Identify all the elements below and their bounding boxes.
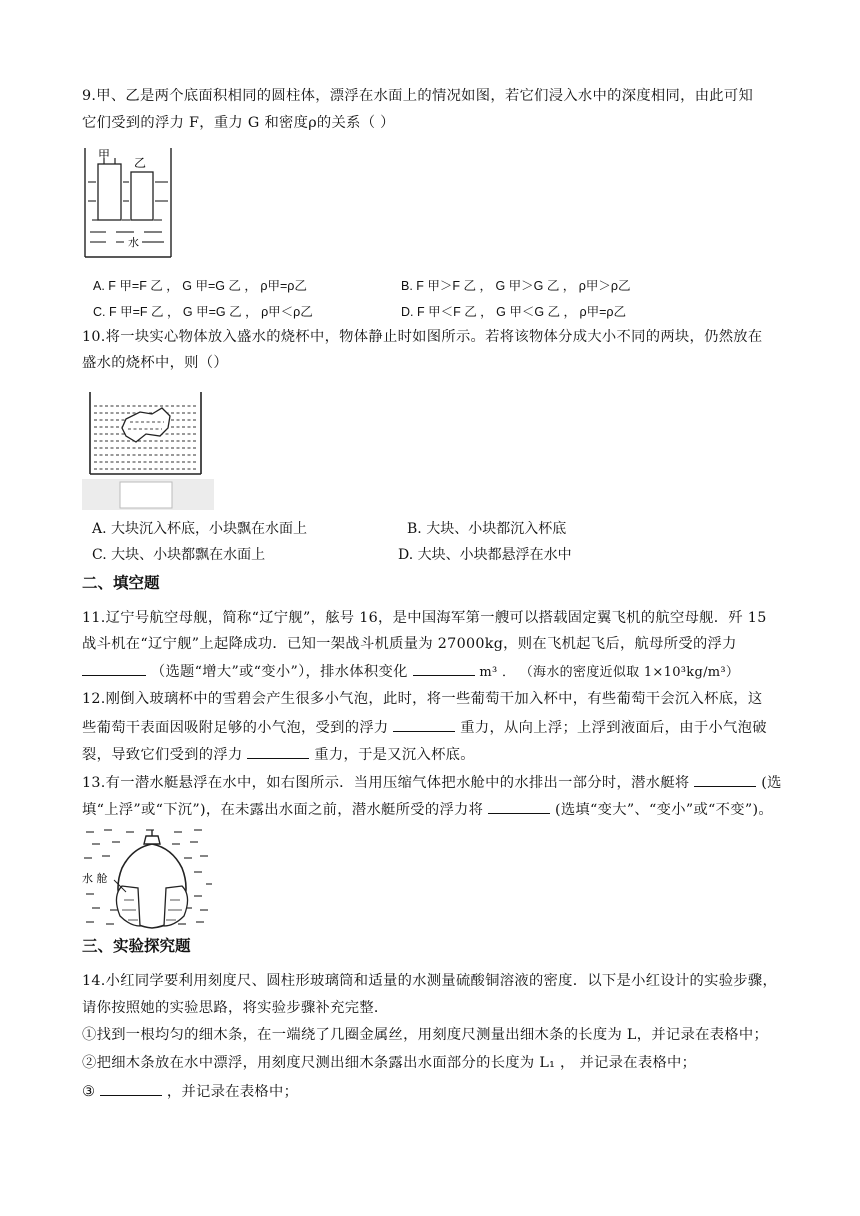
q11-blank-2[interactable]	[413, 661, 475, 676]
q13-blank-2[interactable]	[488, 799, 550, 814]
q12-text-line3b: 重力，于是又沉入杯底。	[314, 747, 475, 763]
q11-text-line1: 11.辽宁号航空母舰，简称“辽宁舰”，舷号 16，是中国海军第一艘可以搭载固定翼飞机的航空母舰．歼 15	[82, 610, 767, 626]
q12-blank-2[interactable]	[247, 744, 309, 759]
section-experiment-heading: 三、实验探究题	[82, 937, 191, 955]
q10-option-b[interactable]: B. 大块、小块都沉入杯底	[407, 521, 567, 537]
q10-option-a[interactable]: A. 大块沉入杯底，小块飘在水面上	[92, 521, 308, 537]
q14-text-line1: 14.小红同学要利用刻度尺、圆柱形玻璃筒和适量的水测量硫酸铜溶液的密度．以下是小红设计的实验步骤，	[82, 973, 778, 989]
q12-text-line2	[82, 717, 767, 738]
q10-figure-beaker	[82, 386, 214, 510]
q9-text-line2: 它们受到的浮力 F，重力 G 和密度ρ的关系（ ）	[82, 115, 395, 131]
q12-text-line2a: 些葡萄干表面因吸附足够的小气泡，受到的浮力	[82, 720, 389, 736]
q14-step3	[82, 1081, 298, 1102]
q10-option-c[interactable]: C. 大块、小块都飘在水面上	[92, 547, 266, 563]
q11-text-line3	[82, 661, 739, 683]
q13-blank-1[interactable]	[694, 772, 756, 787]
q9-label-water: 水	[128, 236, 139, 249]
q9-figure-cylinders	[82, 146, 182, 260]
q9-label-jia: 甲	[98, 148, 111, 162]
q12-text-line3	[82, 744, 475, 765]
q9-option-a[interactable]: A. F 甲=F 乙 ， G 甲=G 乙 ， ρ甲=ρ乙	[93, 279, 307, 293]
q13-text-line2b: (选填“变大”、“变小”或“不变”)。	[554, 802, 773, 818]
q12-text-line2b: 重力，从向上浮；上浮到液面后，由于小气泡破	[460, 720, 767, 736]
q13-text-line1b: (选	[761, 775, 782, 791]
q13-label-water-tank: 水 舱	[82, 872, 108, 885]
q11-text-line3b: m³ ． （海水的密度近似取 1×10³kg/m³）	[479, 665, 740, 680]
q9-option-d[interactable]: D. F 甲＜F 乙 ， G 甲＜G 乙 ， ρ甲=ρ乙	[401, 305, 626, 319]
q14-step3-number: ③	[82, 1084, 96, 1100]
q13-text-line1	[82, 772, 782, 793]
q14-text-line2: 请你按照她的实验思路，将实验步骤补充完整．	[82, 1000, 389, 1016]
section-fill-blank-heading: 二、填空题	[82, 574, 160, 592]
q13-text-line2	[82, 799, 773, 820]
q10-option-d[interactable]: D. 大块、小块都悬浮在水中	[398, 547, 572, 563]
q12-text-line1: 12.刚倒入玻璃杯中的雪碧会产生很多小气泡，此时，将一些葡萄干加入杯中，有些葡萄干会沉入杯底，这	[82, 691, 763, 707]
q12-text-line3a: 裂，导致它们受到的浮力	[82, 747, 243, 763]
q14-step3-text: ，并记录在表格中；	[166, 1084, 299, 1100]
q9-option-c[interactable]: C. F 甲=F 乙 ， G 甲=G 乙 ， ρ甲＜ρ乙	[93, 305, 313, 319]
q11-text-line3a: （选题“增大”或“变小”），排水体积变化	[150, 664, 408, 680]
q14-blank-step3[interactable]	[100, 1081, 162, 1096]
q14-step2: ②把细木条放在水中漂浮，用刻度尺测出细木条露出水面部分的长度为 L₁ ， 并记录在表格中；	[82, 1055, 697, 1071]
q11-blank-1[interactable]	[82, 661, 146, 676]
q9-text-line1: 9.甲、乙是两个底面积相同的圆柱体，漂浮在水面上的情况如图，若它们浸入水中的深度相同，由此可知	[82, 88, 754, 104]
q13-text-line1a: 13.有一潜水艇悬浮在水中，如右图所示．当用压缩气体把水舱中的水排出一部分时，潜水艇将	[82, 775, 690, 791]
q14-step1: ①找到一根均匀的细木条，在一端绕了几圈金属丝，用刻度尺测量出细木条的长度为 L，并记录在表格中；	[82, 1027, 769, 1043]
q9-label-yi: 乙	[134, 156, 147, 170]
q9-option-b[interactable]: B. F 甲＞F 乙 ， G 甲＞G 乙 ， ρ甲＞ρ乙	[401, 279, 631, 293]
q10-text-line1: 10.将一块实心物体放入盛水的烧杯中，物体静止时如图所示。若将该物体分成大小不同的两块，仍然放在	[82, 329, 763, 345]
q13-figure-submarine	[82, 826, 214, 930]
q11-text-line2: 战斗机在“辽宁舰”上起降成功．已知一架战斗机质量为 27000kg，则在飞机起飞后，航母所受的浮力	[82, 636, 737, 652]
q10-text-line2: 盛水的烧杯中，则（）	[82, 355, 228, 371]
q13-text-line2a: 填“上浮”或“下沉”)，在未露出水面之前，潜水艇所受的浮力将	[82, 802, 484, 818]
q12-blank-1[interactable]	[393, 717, 455, 732]
